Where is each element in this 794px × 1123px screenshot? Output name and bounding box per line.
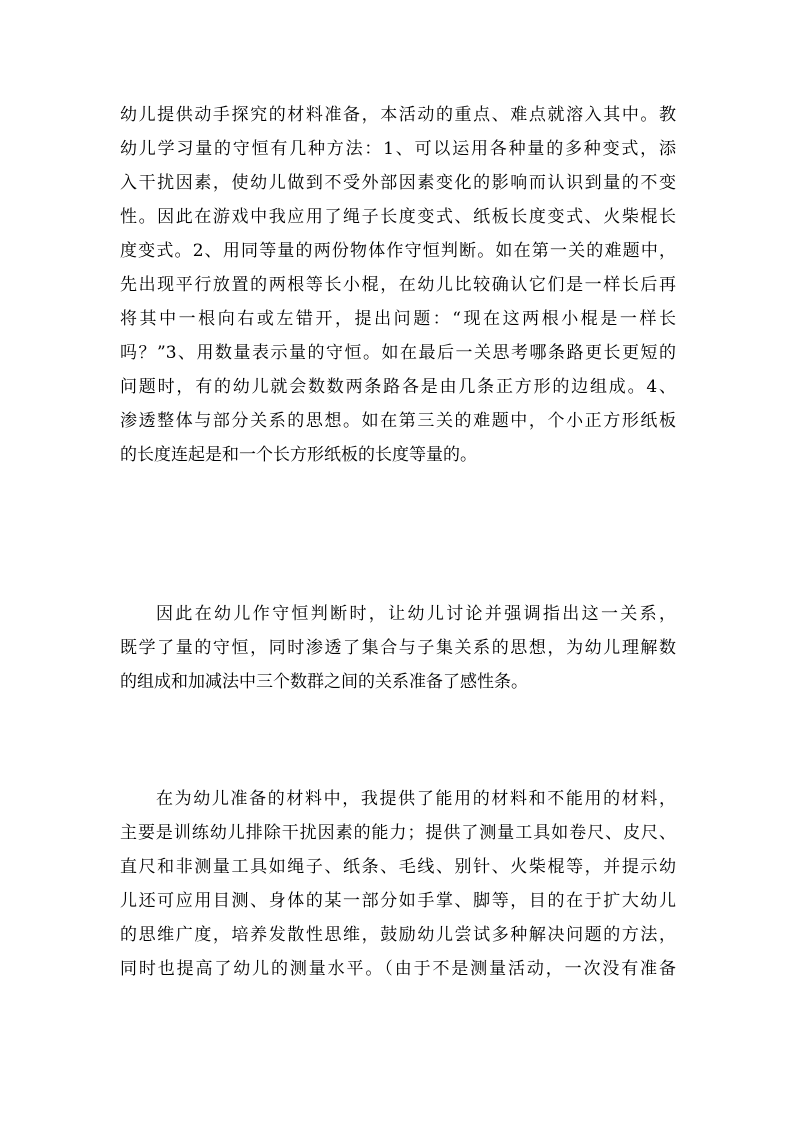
text-line: 问题时，有的幼儿就会数数两条路各是由几条正方形的边组成。4、	[120, 377, 676, 397]
text-line: 直尺和非测量工具如绳子、纸条、毛线、别针、火柴棍等，并提示幼	[120, 857, 676, 877]
text-line: 幼儿学习量的守恒有几种方法：1、可以运用各种量的多种变式，添	[120, 139, 676, 159]
text-line: 性。因此在游戏中我应用了绳子长度变式、纸板长度变式、火柴棍长	[120, 207, 676, 227]
text-line: 既学了量的守恒，同时渗透了集合与子集关系的思想，为幼儿理解数	[120, 638, 676, 658]
paragraph-1	[120, 98, 676, 472]
text-line: 的思维广度，培养发散性思维，鼓励幼儿尝试多种解决问题的方法，	[120, 925, 676, 945]
text-line: 度变式。2、用同等量的两份物体作守恒判断。如在第一关的难题中，	[120, 241, 676, 261]
text-line: 主要是训练幼儿排除干扰因素的能力；提供了测量工具如卷尺、皮尺、	[120, 823, 676, 843]
text-line: 在为幼儿准备的材料中，我提供了能用的材料和不能用的材料，	[156, 789, 676, 809]
text-line: 渗透整体与部分关系的思想。如在第三关的难题中，个小正方形纸板	[120, 411, 676, 431]
text-line: 入干扰因素，使幼儿做到不受外部因素变化的影响而认识到量的不变	[120, 173, 676, 193]
text-line: 的长度连起是和一个长方形纸板的长度等量的。	[120, 445, 477, 465]
text-line: 儿还可应用目测、身体的某一部分如手掌、脚等，目的在于扩大幼儿	[120, 891, 676, 911]
text-line: 因此在幼儿作守恒判断时，让幼儿讨论并强调指出这一关系，	[156, 604, 676, 624]
text-line: 的组成和加减法中三个数群之间的关系准备了感性条。	[120, 672, 528, 692]
paragraph-3	[120, 782, 676, 986]
text-line: 将其中一根向右或左错开，提出问题：“现在这两根小棍是一样长	[120, 309, 676, 329]
text-line: 幼儿提供动手探究的材料准备，本活动的重点、难点就溶入其中。教	[120, 105, 676, 125]
text-line: 先出现平行放置的两根等长小棍，在幼儿比较确认它们是一样长后再	[120, 275, 676, 295]
text-line: 同时也提高了幼儿的测量水平。（由于不是测量活动，一次没有准备	[120, 959, 676, 979]
text-line: 吗？”3、用数量表示量的守恒。如在最后一关思考哪条路更长更短的	[120, 343, 676, 363]
paragraph-2	[120, 597, 676, 699]
